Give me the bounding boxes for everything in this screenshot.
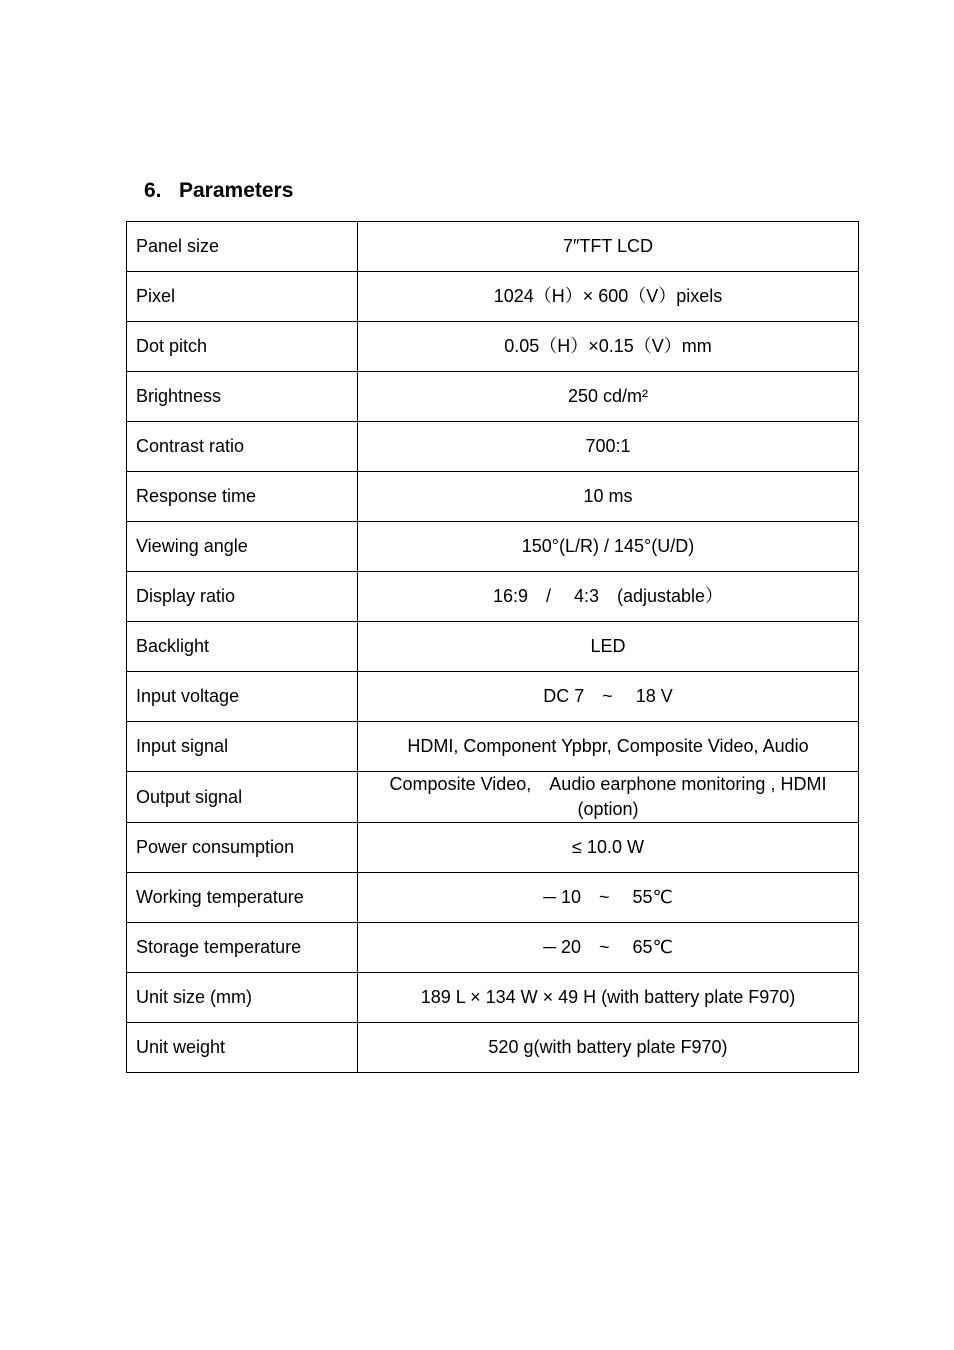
row-label: Brightness (127, 372, 358, 422)
row-label: Pixel (127, 272, 358, 322)
row-label: Backlight (127, 622, 358, 672)
table-row (127, 472, 859, 522)
row-value: HDMI, Component Ypbpr, Composite Video, Audio (358, 722, 859, 772)
row-label: Output signal (127, 772, 358, 823)
row-value: 520 g(with battery plate F970) (358, 1023, 859, 1073)
row-value: 7″TFT LCD (358, 222, 859, 272)
row-label: Input signal (127, 722, 358, 772)
row-value: ─ 20 ~ 65℃ (358, 923, 859, 973)
row-value: 189 L × 134 W × 49 H (with battery plate F970) (358, 973, 859, 1023)
table-row (127, 322, 859, 372)
table-row (127, 222, 859, 272)
row-label: Panel size (127, 222, 358, 272)
row-value: 10 ms (358, 472, 859, 522)
row-label: Power consumption (127, 823, 358, 873)
row-label: Display ratio (127, 572, 358, 622)
row-value: 0.05（H）×0.15（V）mm (358, 322, 859, 372)
table-row (127, 422, 859, 472)
table-row (127, 823, 859, 873)
row-label: Viewing angle (127, 522, 358, 572)
row-value: 250 cd/m² (358, 372, 859, 422)
row-value: DC 7 ~ 18 V (358, 672, 859, 722)
table-row (127, 572, 859, 622)
table-row (127, 1023, 859, 1073)
row-label: Unit size (mm) (127, 973, 358, 1023)
row-value: ≤ 10.0 W (358, 823, 859, 873)
table-row (127, 772, 859, 823)
row-value: 700:1 (358, 422, 859, 472)
row-value: LED (358, 622, 859, 672)
row-label: Working temperature (127, 873, 358, 923)
table-row (127, 372, 859, 422)
row-label: Response time (127, 472, 358, 522)
table-row (127, 923, 859, 973)
row-value: Composite Video, Audio earphone monitoring , HDMI (option) (358, 772, 859, 823)
row-label: Dot pitch (127, 322, 358, 372)
table-row (127, 272, 859, 322)
row-value: ─ 10 ~ 55℃ (358, 873, 859, 923)
table-row (127, 973, 859, 1023)
row-label: Input voltage (127, 672, 358, 722)
section-number: 6. (144, 179, 162, 202)
table-row (127, 722, 859, 772)
table-row (127, 873, 859, 923)
table-row (127, 622, 859, 672)
table-row (127, 672, 859, 722)
parameters-table (126, 221, 859, 1073)
row-label: Contrast ratio (127, 422, 358, 472)
row-value: 16:9 / 4:3 (adjustable） (358, 572, 859, 622)
row-label: Storage temperature (127, 923, 358, 973)
row-value: 1024（H）× 600（V）pixels (358, 272, 859, 322)
section-title: Parameters (179, 179, 294, 202)
table-row (127, 522, 859, 572)
section-heading (144, 178, 293, 204)
row-label: Unit weight (127, 1023, 358, 1073)
row-value: 150°(L/R) / 145°(U/D) (358, 522, 859, 572)
